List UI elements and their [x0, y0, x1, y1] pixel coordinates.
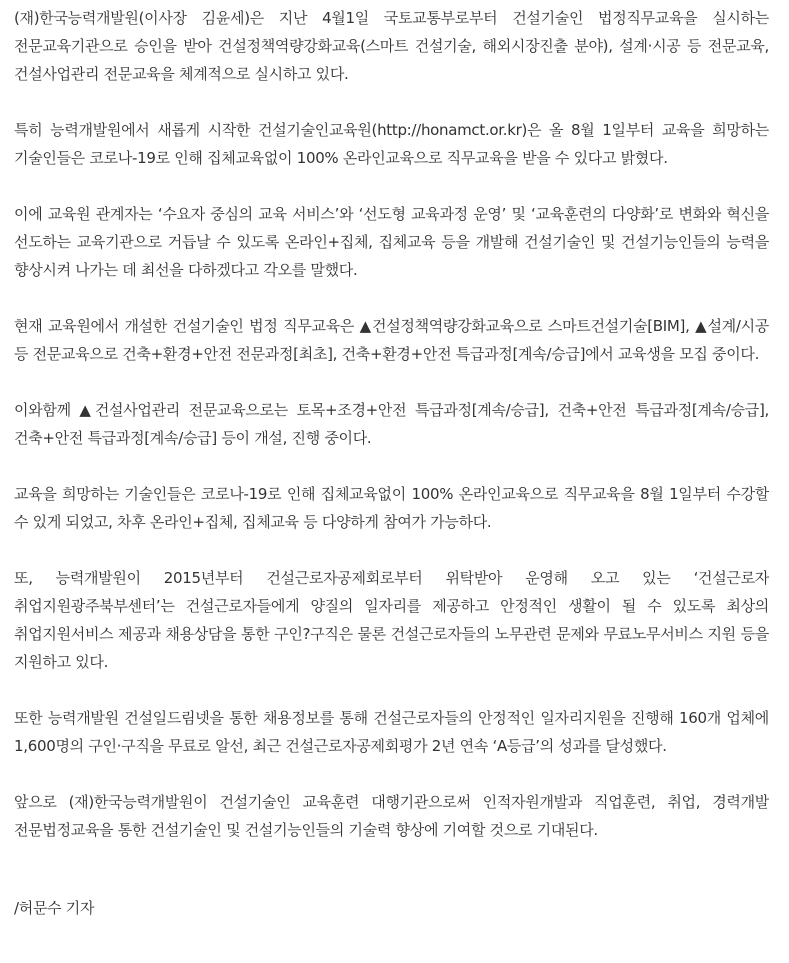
- paragraph-8: 또한 능력개발원 건설일드림넷을 통한 채용정보를 통해 건설근로자들의 안정적인 일자리지원을 진행해 160개 업체에 1,600명의 구인·구직을 무료로 알선, 최근 건설근로자공제회평가 2년 연속 ‘A등급’의 성과를 달성했다.: [14, 709, 769, 755]
- paragraph-9: 앞으로 (재)한국능력개발원이 건설기술인 교육훈련 대행기관으로써 인적자원개발과 직업훈련, 취업, 경력개발 전문법정교육을 통한 건설기술인 및 건설기능인들의 기술력 향상에 기여할 것으로 기대된다.: [14, 793, 769, 839]
- paragraph-2: 특히 능력개발원에서 새롭게 시작한 건설기술인교육원(http://honamct.or.kr)은 올 8월 1일부터 교육을 희망하는 기술인들은 코로나-19로 인해 집체교육없이 100% 온라인교육으로 직무교육을 받을 수 있다고 밝혔다.: [14, 121, 769, 167]
- paragraph-4: 현재 교육원에서 개설한 건설기술인 법정 직무교육은 ▲건설정책역량강화교육으로 스마트건설기술[BIM], ▲설계/시공 등 전문교육으로 건축+환경+안전 전문과정[최초], 건축+환경+안전 특급과정[계속/승급]에서 교육생을 모집 중이다.: [14, 317, 769, 363]
- paragraph-7: 또, 능력개발원이 2015년부터 건설근로자공제회로부터 위탁받아 운영해 오고 있는 ‘건설근로자 취업지원광주북부센터’는 건설근로자들에게 양질의 일자리를 제공하고 안정적인 생활이 될 수 있도록 최상의 취업지원서비스 제공과 채용상담을 통한 구인?구직은 물론 건설근로자들의 노무관련 문제와 무료노무서비스 지원 등을 지원하고 있다.: [14, 569, 769, 671]
- paragraph-1: (재)한국능력개발원(이사장 김윤세)은 지난 4월1일 국토교통부로부터 건설기술인 법정직무교육을 실시하는 전문교육기관으로 승인을 받아 건설정책역량강화교육(스마트 건설기술, 해외시장진출 분야), 설계·시공 등 전문교육, 건설사업관리 전문교육을 체계적으로 실시하고 있다.: [14, 9, 769, 83]
- reporter-byline: /허문수 기자: [14, 899, 95, 917]
- paragraph-6: 교육을 희망하는 기술인들은 코로나-19로 인해 집체교육없이 100% 온라인교육으로 직무교육을 8월 1일부터 수강할 수 있게 되었고, 차후 온라인+집체, 집체교육 등 다양하게 참여가 가능하다.: [14, 485, 769, 531]
- paragraph-3: 이에 교육원 관계자는 ‘수요자 중심의 교육 서비스’와 ‘선도형 교육과정 운영’ 및 ‘교육훈련의 다양화’로 변화와 혁신을 선도하는 교육기관으로 거듭날 수 있도록 온라인+집체, 집체교육 등을 개발해 건설기술인 및 건설기능인들의 능력을 향상시켜 나가는 데 최선을 다하겠다고 각오를 말했다.: [14, 205, 769, 279]
- paragraph-5: 이와함께 ▲건설사업관리 전문교육으로는 토목+조경+안전 특급과정[계속/승급], 건축+안전 특급과정[계속/승급], 건축+안전 특급과정[계속/승급] 등이 개설, 진행 중이다.: [14, 401, 769, 447]
